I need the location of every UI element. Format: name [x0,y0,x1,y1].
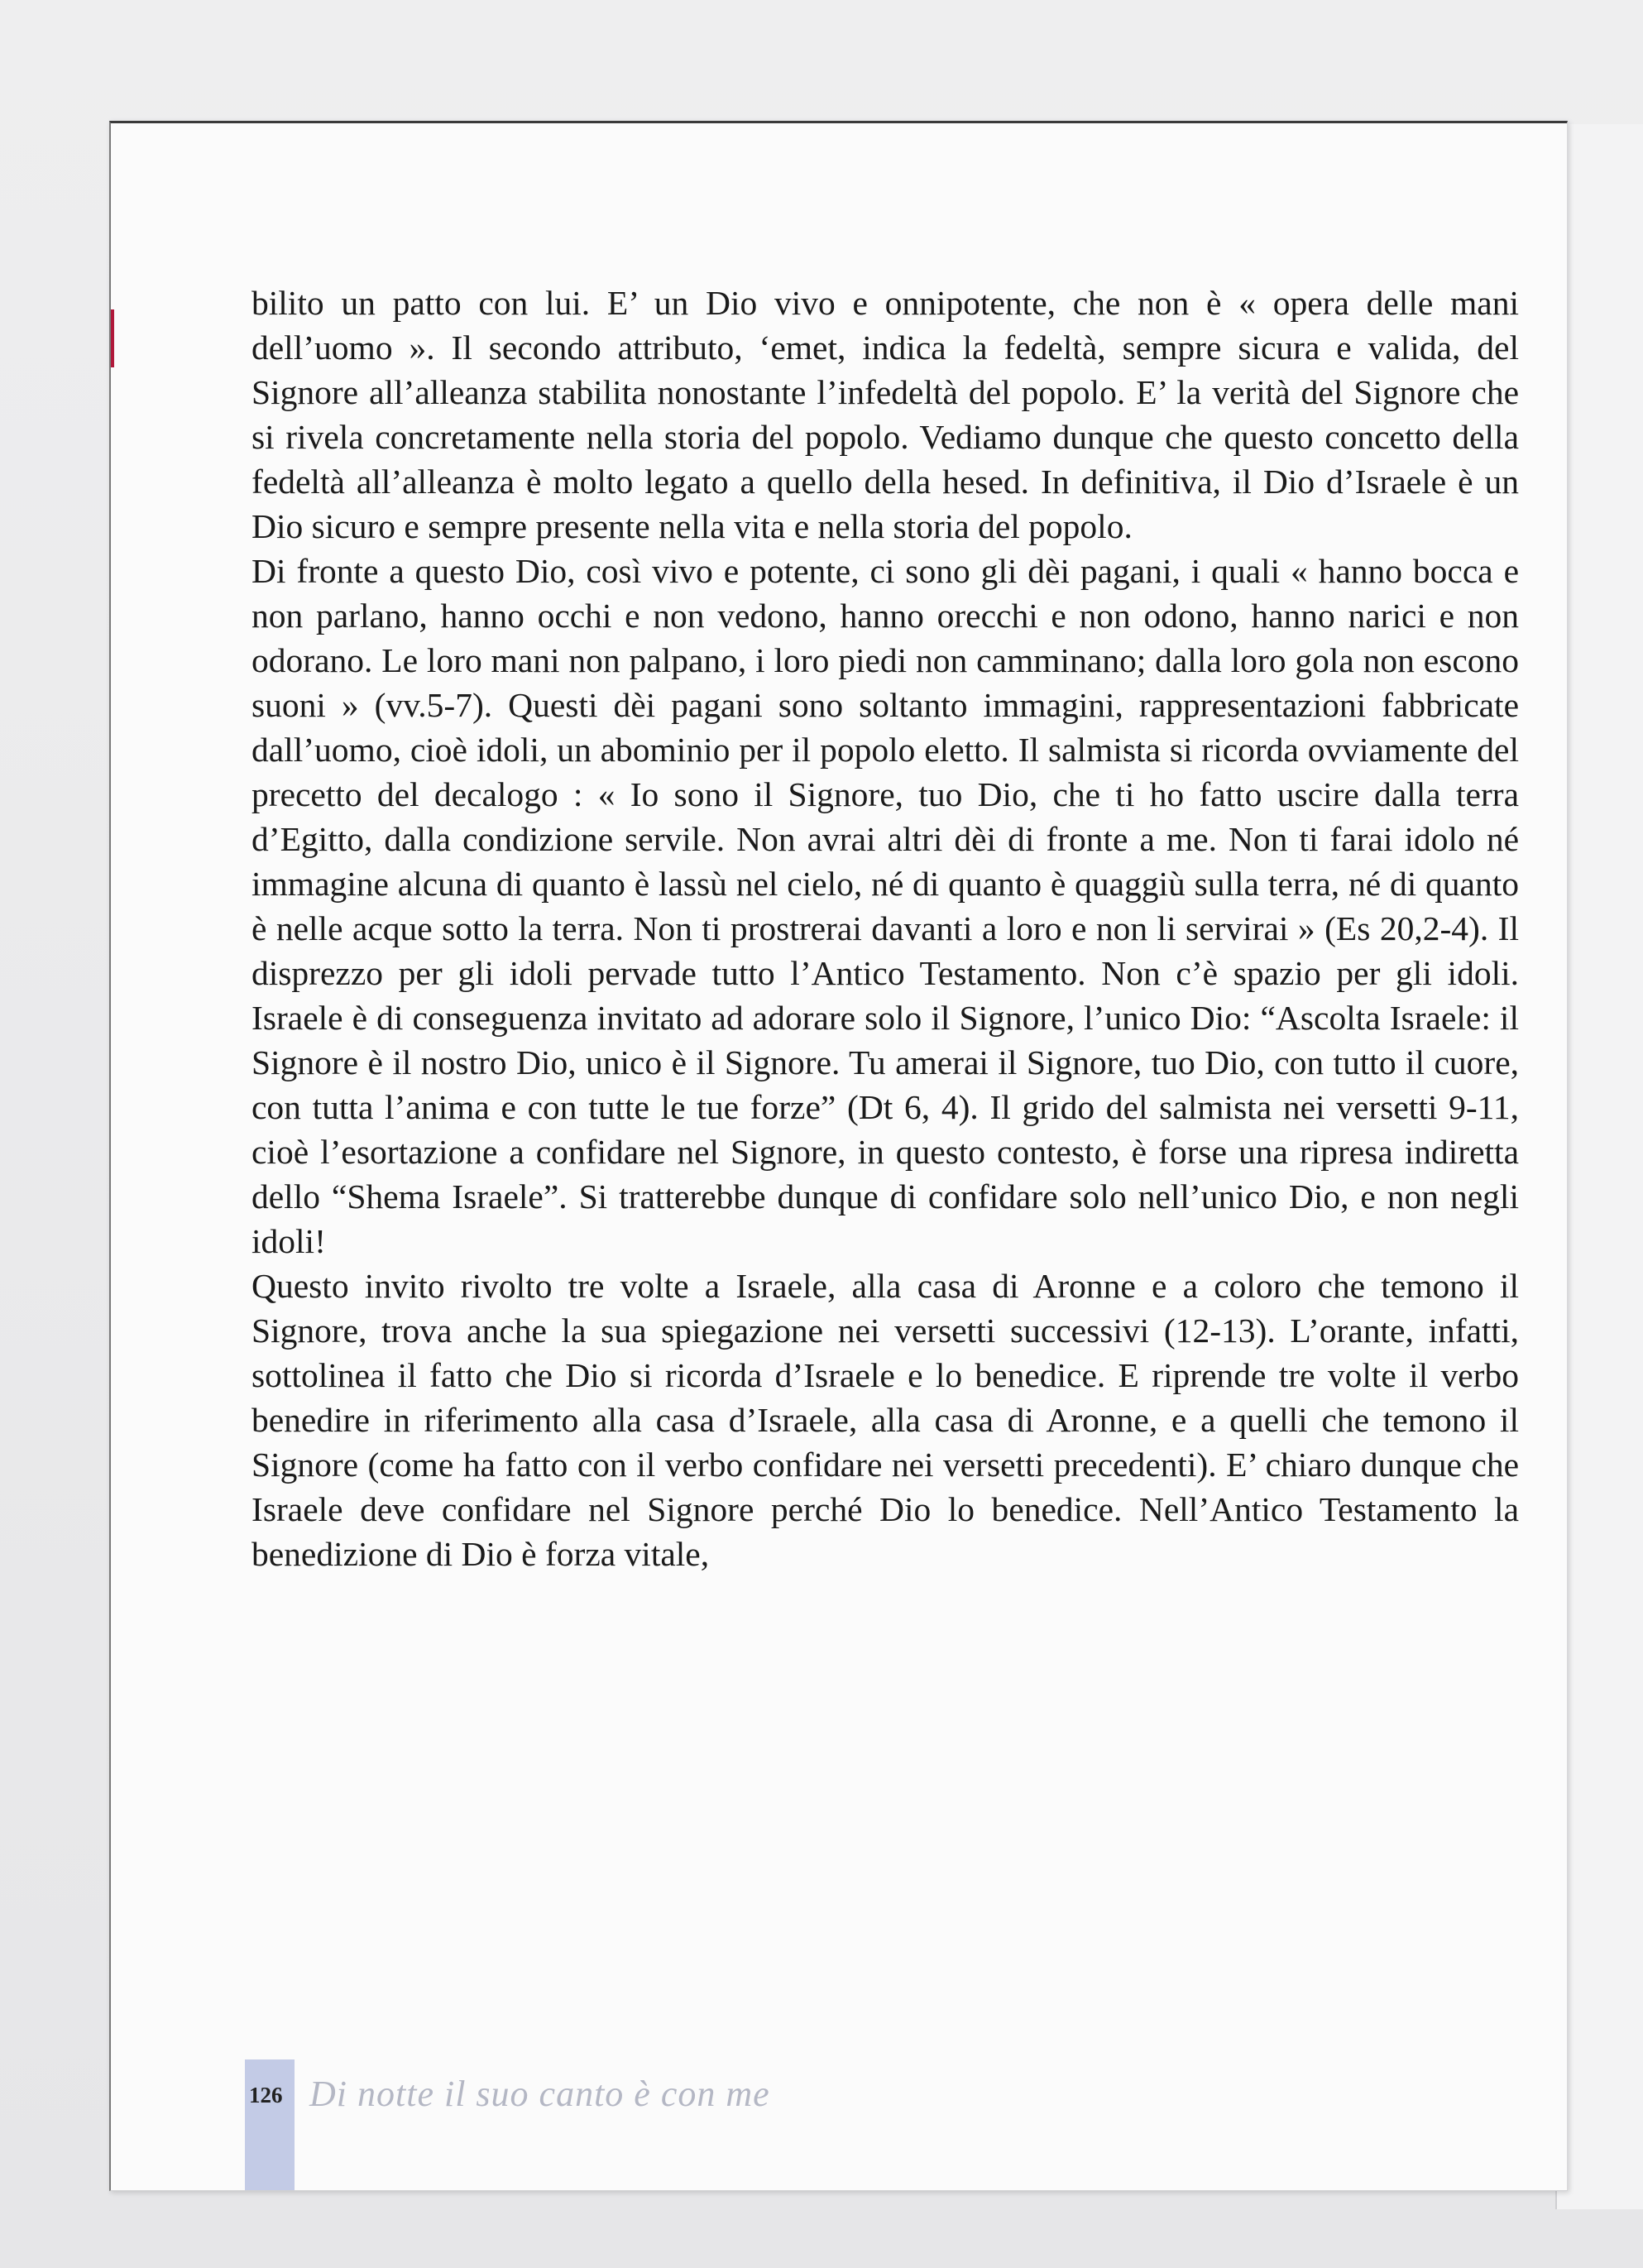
paragraph-1: bilito un patto con lui. E’ un Dio vivo e onnipotente, che non è « opera delle mani dell’uomo ». Il secondo attributo, ‘emet, indica la fedeltà, sempre sicura e valida, del Signore all’alleanza stabilita nonostante l’infedeltà del popolo. E’ la verità del Signore che si rivela concretamente nella storia del popolo. Vediamo dunque che questo concetto della fedeltà all’alleanza è molto legato a quello della hesed. In definitiva, il Dio d’Israele è un Dio sicuro e sempre presente nella vita e nella storia del popolo. [251,284,1519,545]
body-text [251,281,1519,1576]
paragraph-3: Questo invito rivolto tre volte a Israele, alla casa di Aronne e a coloro che temono il Signore, trova anche la sua spiegazione nei versetti successivi (12-13). L’orante, infatti, sottolinea il fatto che Dio si ricorda d’Israele e lo benedice. E riprende tre volte il verbo benedire in riferimento alla casa d’Israele, alla casa di Aronne, e a quelli che temono il Signore (come ha fatto con il verbo confidare nei versetti precedenti). E’ chiaro dunque che Israele deve confidare nel Signore perché Dio lo benedice. Nell’Antico Testamento la benedizione di Dio è forza vitale, [251,1267,1519,1573]
running-title: Di notte il suo canto è con me [309,2074,770,2114]
book-page [109,121,1568,2191]
ribbon-mark [111,309,114,367]
footer-color-bar [245,2059,295,2190]
paragraph-2: Di fronte a questo Dio, così vivo e potente, ci sono gli dèi pagani, i quali « hanno bocca e non parlano, hanno occhi e non vedono, hanno orecchi e non odono, hanno narici e non odorano. Le loro mani non palpano, i loro piedi non camminano; dalla loro gola non escono suoni » (vv.5-7). Questi dèi pagani sono soltanto immagini, rappresentazioni fabbricate dall’uomo, cioè idoli, un abominio per il popolo eletto. Il salmista si ricorda ovviamente del precetto del decalogo : « Io sono il Signore, tuo Dio, che ti ho fatto uscire dalla terra d’Egitto, dalla condizione servile. Non avrai altri dèi di fronte a me. Non ti farai idolo né immagine alcuna di quanto è lassù nel cielo, né di quanto è quaggiù sulla terra, né di quanto è nelle acque sotto la terra. Non ti prostrerai davanti a loro e non li servirai » (Es 20,2-4). Il disprezzo per gli idoli pervade tutto l’Antico Testamento. Non c’è spazio per gli idoli. Israele è di conseguenza invitato ad adorare solo il Signore, l’unico Dio: “Ascolta Israele: il Signore è il nostro Dio, unico è il Signore. Tu amerai il Signore, tuo Dio, con tutto il cuore, con tutta l’anima e con tutte le tue forze” (Dt 6, 4). Il grido del salmista nei versetti 9-11, cioè l’esortazione a confidare nel Signore, in questo contesto, è forse una ripresa indiretta dello “Shema Israele”. Si tratterebbe dunque di confidare solo nell’unico Dio, e non negli idoli! [251,552,1519,1260]
page-number: 126 [249,2083,283,2107]
facing-page-edge [1555,124,1643,2209]
